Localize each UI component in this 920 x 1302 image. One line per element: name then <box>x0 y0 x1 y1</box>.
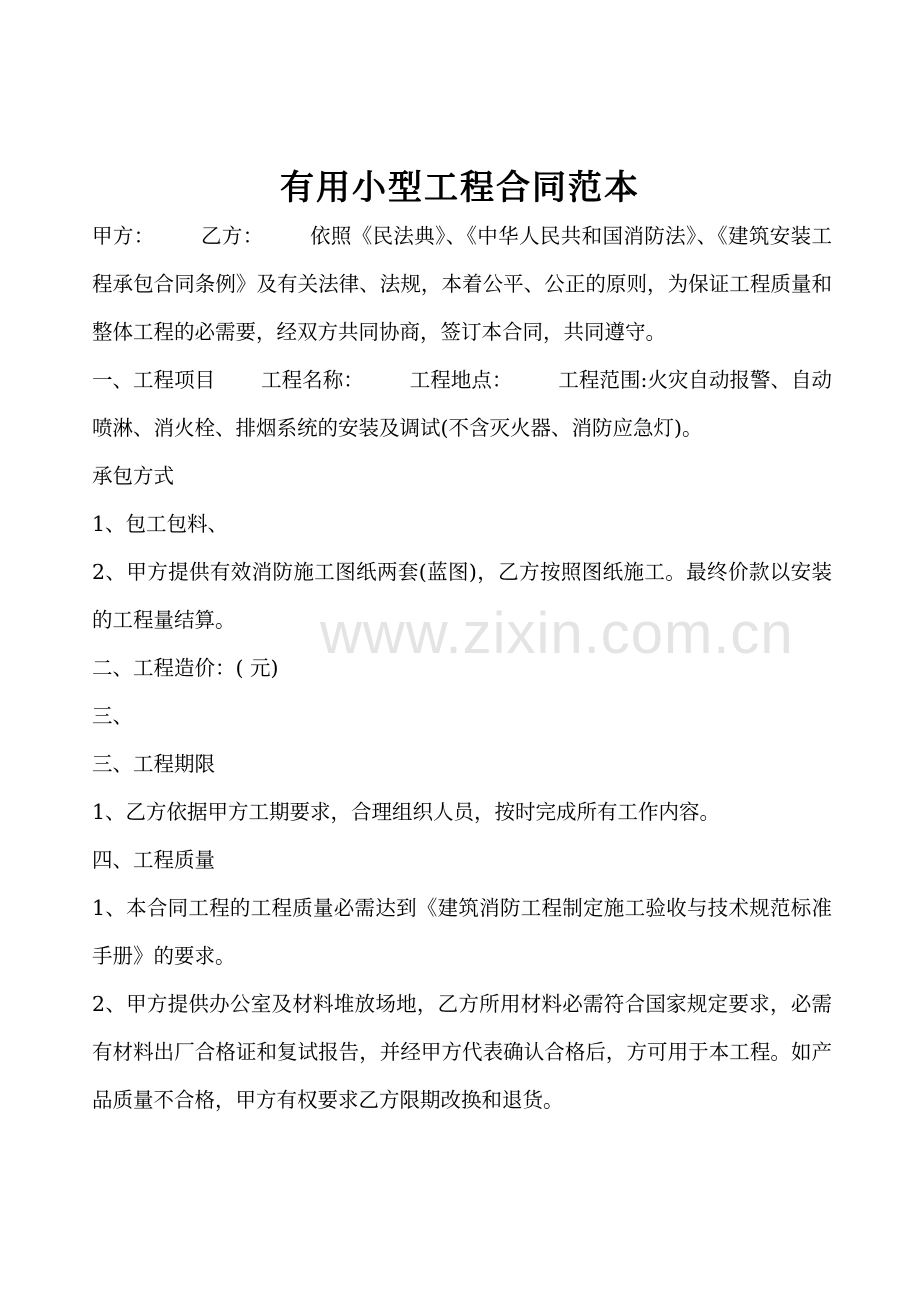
contract-mode-item-2: 2、甲方提供有效消防施工图纸两套(蓝图)，乙方按照图纸施工。最终价款以安装的工程量结算。 <box>92 560 832 632</box>
contract-mode-heading: 承包方式 <box>92 464 174 488</box>
section3-blank-heading: 三、 <box>92 704 133 728</box>
section1-paragraph <box>92 356 832 452</box>
document-body <box>92 212 832 1124</box>
section1-heading: 一、工程项目 <box>92 368 216 392</box>
intro-paragraph <box>92 212 832 356</box>
section4-heading: 四、工程质量 <box>92 848 215 872</box>
section2-heading: 二、工程造价：( 元) <box>92 656 279 680</box>
party-b-label: 乙方： <box>200 224 264 248</box>
intro-text: 依照《民法典》、《中华人民共和国消防法》、《建筑安装工程承包合同条例》及有关法律、法规，本着公平、公正的原则，为保证工程质量和整体工程的必需要，经双方共同协商，签订本合同，共同遵守。 <box>92 224 833 344</box>
section3-item-1: 1、乙方依据甲方工期要求，合理组织人员，按时完成所有工作内容。 <box>92 800 721 824</box>
section4-item-2: 2、甲方提供办公室及材料堆放场地，乙方所用材料必需符合国家规定要求，必需有材料出厂合格证和复试报告，并经甲方代表确认合格后，方可用于本工程。如产品质量不合格，甲方有权要求乙方限期改换和退货。 <box>92 992 832 1112</box>
watermark: www.zixin.com.cn <box>320 601 794 666</box>
project-location-label: 工程地点： <box>409 368 513 392</box>
document-title: 有用小型工程合同范本 <box>280 168 640 208</box>
section3-heading: 三、工程期限 <box>92 752 215 776</box>
project-scope: 工程范围:火灾自动报警、自动喷淋、消火栓、排烟系统的安装及调试(不含灭火器、消防应急灯)。 <box>92 368 833 440</box>
party-a-label: 甲方： <box>92 224 155 248</box>
project-name-label: 工程名称： <box>261 368 364 392</box>
section4-item-1: 1、本合同工程的工程质量必需达到《建筑消防工程制定施工验收与技术规范标准手册》的要求。 <box>92 896 832 968</box>
contract-mode-item-1: 1、包工包料、 <box>92 512 229 536</box>
